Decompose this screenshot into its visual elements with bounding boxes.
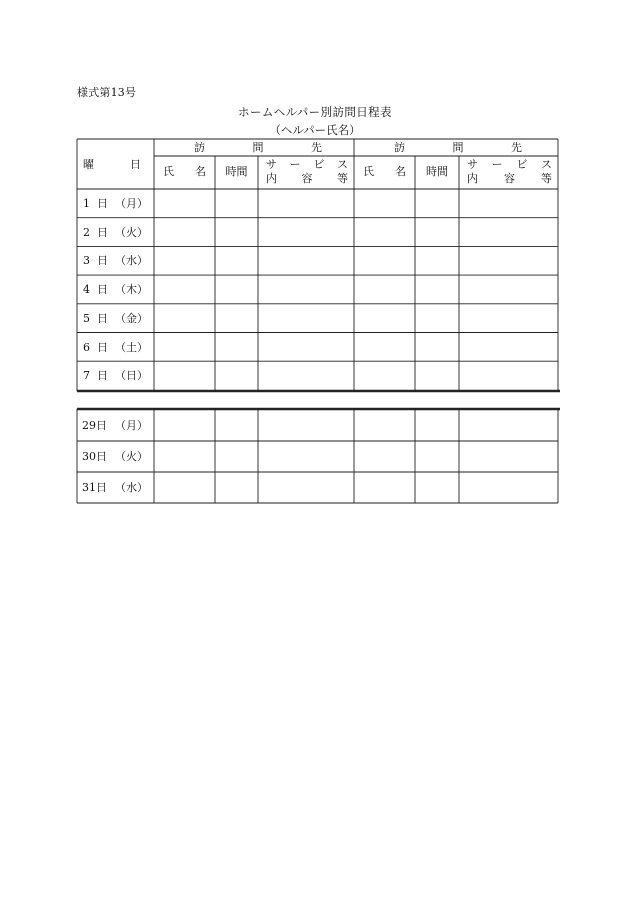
visit-time-cell [415, 275, 459, 304]
visit-name-cell [154, 472, 215, 503]
day-number: 3 [83, 254, 90, 268]
header-visit-left-char: 訪 [194, 141, 205, 154]
visit-time-cell [215, 410, 258, 441]
visit-time-cell [415, 472, 459, 503]
visit-name-cell [354, 246, 415, 275]
header-service-right-char: ビ [516, 158, 528, 171]
day-number: 29日 [82, 419, 107, 432]
header-visit-right-char: 訪 [394, 141, 405, 154]
day-suffix: 日 [97, 197, 108, 210]
day-number: 4 [83, 283, 90, 297]
header-service-detail-left [266, 172, 348, 185]
day-number: 5 [83, 311, 90, 325]
visit-time-cell [215, 189, 258, 218]
header-service-detail-left-char: 容 [301, 172, 313, 185]
header-name-right-char: 名 [395, 165, 406, 178]
service-detail-cell [459, 441, 558, 472]
visit-time-cell [215, 246, 258, 275]
day-suffix: 日 [97, 369, 108, 383]
visit-time-cell [215, 304, 258, 333]
day-suffix: 日 [97, 283, 108, 297]
visit-name-cell [354, 275, 415, 304]
day-number: 6 [83, 340, 90, 354]
weekday-label: （火） [115, 450, 148, 463]
visit-time-cell [415, 304, 459, 333]
header-visit-right-char: 問 [452, 141, 464, 154]
weekday-label: （木） [115, 283, 148, 297]
weekday-label: （月） [115, 197, 148, 210]
day-suffix: 日 [97, 254, 108, 268]
visit-name-cell [354, 361, 415, 390]
visit-name-cell [354, 189, 415, 218]
service-detail-cell [258, 441, 354, 472]
service-detail-cell [258, 246, 354, 275]
header-service-detail-right [467, 172, 552, 185]
header-service-left-char: ー [289, 158, 301, 171]
service-detail-cell [459, 189, 558, 218]
day-number: 2 [83, 225, 90, 239]
header-visit-left [194, 141, 322, 154]
visit-name-cell [154, 304, 215, 333]
service-detail-cell [258, 304, 354, 333]
header-service-detail-right-char: 等 [541, 172, 552, 185]
visit-name-cell [154, 410, 215, 441]
header-visit-right-char: 先 [511, 141, 522, 154]
helper-name-caption: （ヘルパー氏名） [269, 123, 361, 137]
weekday-label: （水） [115, 481, 148, 494]
weekday-label: （水） [115, 254, 148, 268]
visit-name-cell [354, 472, 415, 503]
header-service-right-char: ー [491, 158, 503, 171]
visit-time-cell [215, 361, 258, 390]
header-time-left: 時間 [225, 165, 248, 178]
header-name-left-char: 名 [195, 165, 206, 178]
day-suffix: 日 [97, 340, 108, 354]
service-detail-cell [258, 189, 354, 218]
visit-time-cell [215, 333, 258, 362]
service-detail-cell [459, 304, 558, 333]
weekday-label: （火） [115, 225, 148, 239]
service-detail-cell [459, 275, 558, 304]
service-detail-cell [459, 246, 558, 275]
day-number: 7 [83, 369, 90, 383]
visit-time-cell [215, 472, 258, 503]
visit-name-cell [154, 275, 215, 304]
header-service-left [266, 158, 348, 171]
visit-time-cell [415, 218, 459, 247]
form-number: 様式第13号 [77, 86, 137, 99]
day-number: 30日 [82, 450, 107, 463]
visit-name-cell [154, 361, 215, 390]
header-service-right [467, 158, 552, 171]
day-suffix: 日 [97, 311, 108, 325]
header-service-left-char: ス [336, 158, 348, 171]
service-detail-cell [459, 361, 558, 390]
service-detail-cell [258, 333, 354, 362]
service-detail-cell [258, 218, 354, 247]
visit-time-cell [415, 410, 459, 441]
visit-time-cell [415, 361, 459, 390]
header-service-detail-right-char: 容 [504, 172, 515, 185]
header-day-char: 曜 [83, 158, 94, 171]
header-service-right-char: ス [540, 158, 552, 171]
header-day-char: 日 [130, 158, 141, 171]
weekday-label: （土） [115, 340, 148, 354]
visit-time-cell [215, 441, 258, 472]
header-service-right-char: サ [467, 158, 478, 171]
day-number: 1 [83, 197, 90, 210]
visit-time-cell [415, 333, 459, 362]
header-service-detail-left-char: 等 [337, 172, 348, 185]
page-title: ホームヘルパー別訪問日程表 [238, 105, 392, 119]
service-detail-cell [459, 218, 558, 247]
schedule-table [77, 139, 558, 504]
visit-name-cell [154, 441, 215, 472]
header-service-left-char: ビ [313, 158, 325, 171]
visit-time-cell [415, 441, 459, 472]
service-detail-cell [258, 472, 354, 503]
visit-time-cell [415, 246, 459, 275]
weekday-label: （月） [115, 419, 148, 432]
weekday-label: （金） [115, 311, 148, 325]
service-detail-cell [258, 361, 354, 390]
service-detail-cell [459, 333, 558, 362]
service-detail-cell [258, 275, 354, 304]
header-name-right [363, 165, 406, 178]
header-day [83, 158, 141, 171]
visit-name-cell [354, 410, 415, 441]
visit-time-cell [415, 189, 459, 218]
header-name-left-char: 氏 [163, 165, 174, 178]
visit-name-cell [354, 333, 415, 362]
header-visit-left-char: 問 [252, 141, 264, 154]
day-number: 31日 [82, 481, 107, 494]
service-detail-cell [258, 410, 354, 441]
header-service-detail-right-char: 内 [467, 172, 478, 185]
header-visit-right [394, 141, 522, 154]
service-detail-cell [459, 472, 558, 503]
weekday-label: （日） [115, 369, 148, 383]
service-detail-cell [459, 410, 558, 441]
header-service-detail-left-char: 内 [266, 172, 277, 185]
visit-name-cell [154, 218, 215, 247]
visit-name-cell [154, 333, 215, 362]
day-suffix: 日 [97, 225, 108, 239]
header-service-left-char: サ [266, 158, 277, 171]
visit-name-cell [154, 246, 215, 275]
visit-name-cell [354, 304, 415, 333]
header-visit-left-char: 先 [311, 141, 322, 154]
visit-time-cell [215, 275, 258, 304]
visit-name-cell [354, 218, 415, 247]
header-name-left [163, 165, 206, 178]
header-time-right: 時間 [426, 165, 448, 178]
visit-name-cell [154, 189, 215, 218]
visit-name-cell [354, 441, 415, 472]
visit-time-cell [215, 218, 258, 247]
header-name-right-char: 氏 [363, 165, 374, 178]
